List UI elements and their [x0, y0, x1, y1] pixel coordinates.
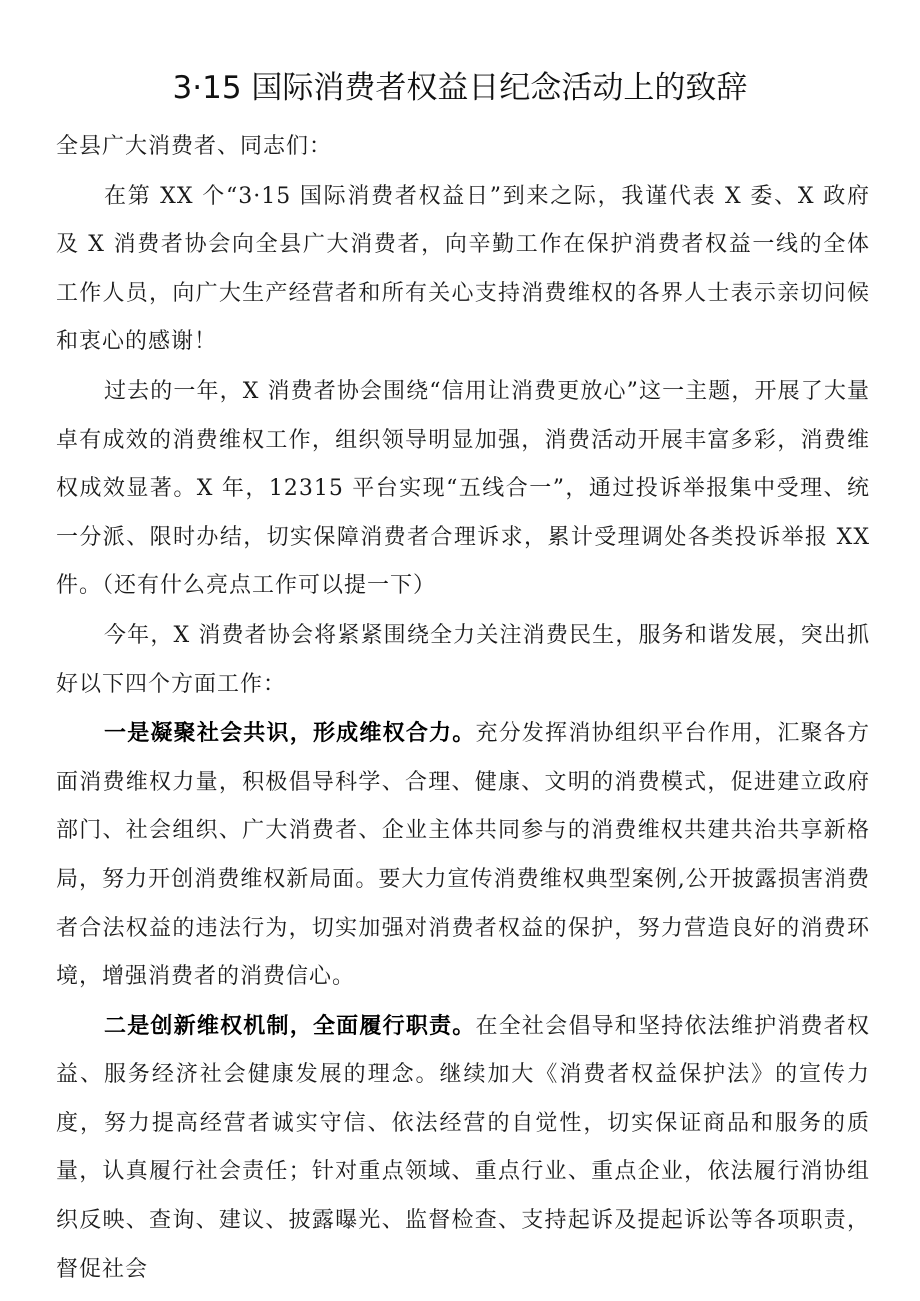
paragraph-text: 在第 XX 个“3·15 国际消费者权益日”到来之际，我谨代表 X 委、X 政府及 X 消费者协会向全县广大消费者，向辛勤工作在保护消费者权益一线的全体工作人员，向广大生产经营者和所有关心支持消费维权的各界人士表示亲切问候和衷心的感谢！ — [56, 183, 870, 355]
paragraph-task-one — [56, 709, 870, 1002]
paragraph-lead-bold: 一是凝聚社会共识，形成维权合力。 — [104, 720, 476, 747]
paragraph-past-year — [56, 367, 870, 611]
paragraph-text: 在全社会倡导和坚持依法维护消费者权益、服务经济社会健康发展的理念。继续加大《消费者权益保护法》的宣传力度，努力提高经营者诚实守信、依法经营的自觉性，切实保证商品和服务的质量，认真履行社会责任；针对重点领域、重点行业、重点企业，依法履行消协组织反映、查询、建议、披露曝光、监督检查、支持起诉及提起诉讼等各项职责，督促社会 — [56, 1013, 870, 1282]
paragraph-lead-bold: 二是创新维权机制，全面履行职责。 — [104, 1012, 476, 1039]
paragraph-task-two — [56, 1002, 870, 1295]
document-body — [56, 123, 870, 1294]
paragraph-text: 过去的一年，X 消费者协会围绕“信用让消费更放心”这一主题，开展了大量卓有成效的消费维权工作，组织领导明显加强，消费活动开展丰富多彩，消费维权成效显著。X 年，12315 平台实现“五线合一”，通过投诉举报集中受理、统一分派、限时办结，切实保障消费者合理诉求，累计受理调处各类投诉举报 XX 件。（还有什么亮点工作可以提一下） — [56, 378, 870, 599]
paragraph-text: 今年，X 消费者协会将紧紧围绕全力关注消费民生，服务和谐发展，突出抓好以下四个方面工作： — [56, 622, 870, 697]
salutation: 全县广大消费者、同志们： — [56, 134, 333, 159]
paragraph-text: 充分发挥消协组织平台作用，汇聚各方面消费维权力量，积极倡导科学、合理、健康、文明的消费模式，促进建立政府部门、社会组织、广大消费者、企业主体共同参与的消费维权共建共治共享新格局，努力开创消费维权新局面。要大力宣传消费维权典型案例,公开披露损害消费者合法权益的违法行为，切实加强对消费者权益的保护，努力营造良好的消费环境，增强消费者的消费信心。 — [56, 721, 870, 990]
paragraph-greeting — [56, 172, 870, 367]
document-title: 3·15 国际消费者权益日纪念活动上的致辞 — [172, 70, 748, 106]
paragraph-this-year — [56, 611, 870, 709]
